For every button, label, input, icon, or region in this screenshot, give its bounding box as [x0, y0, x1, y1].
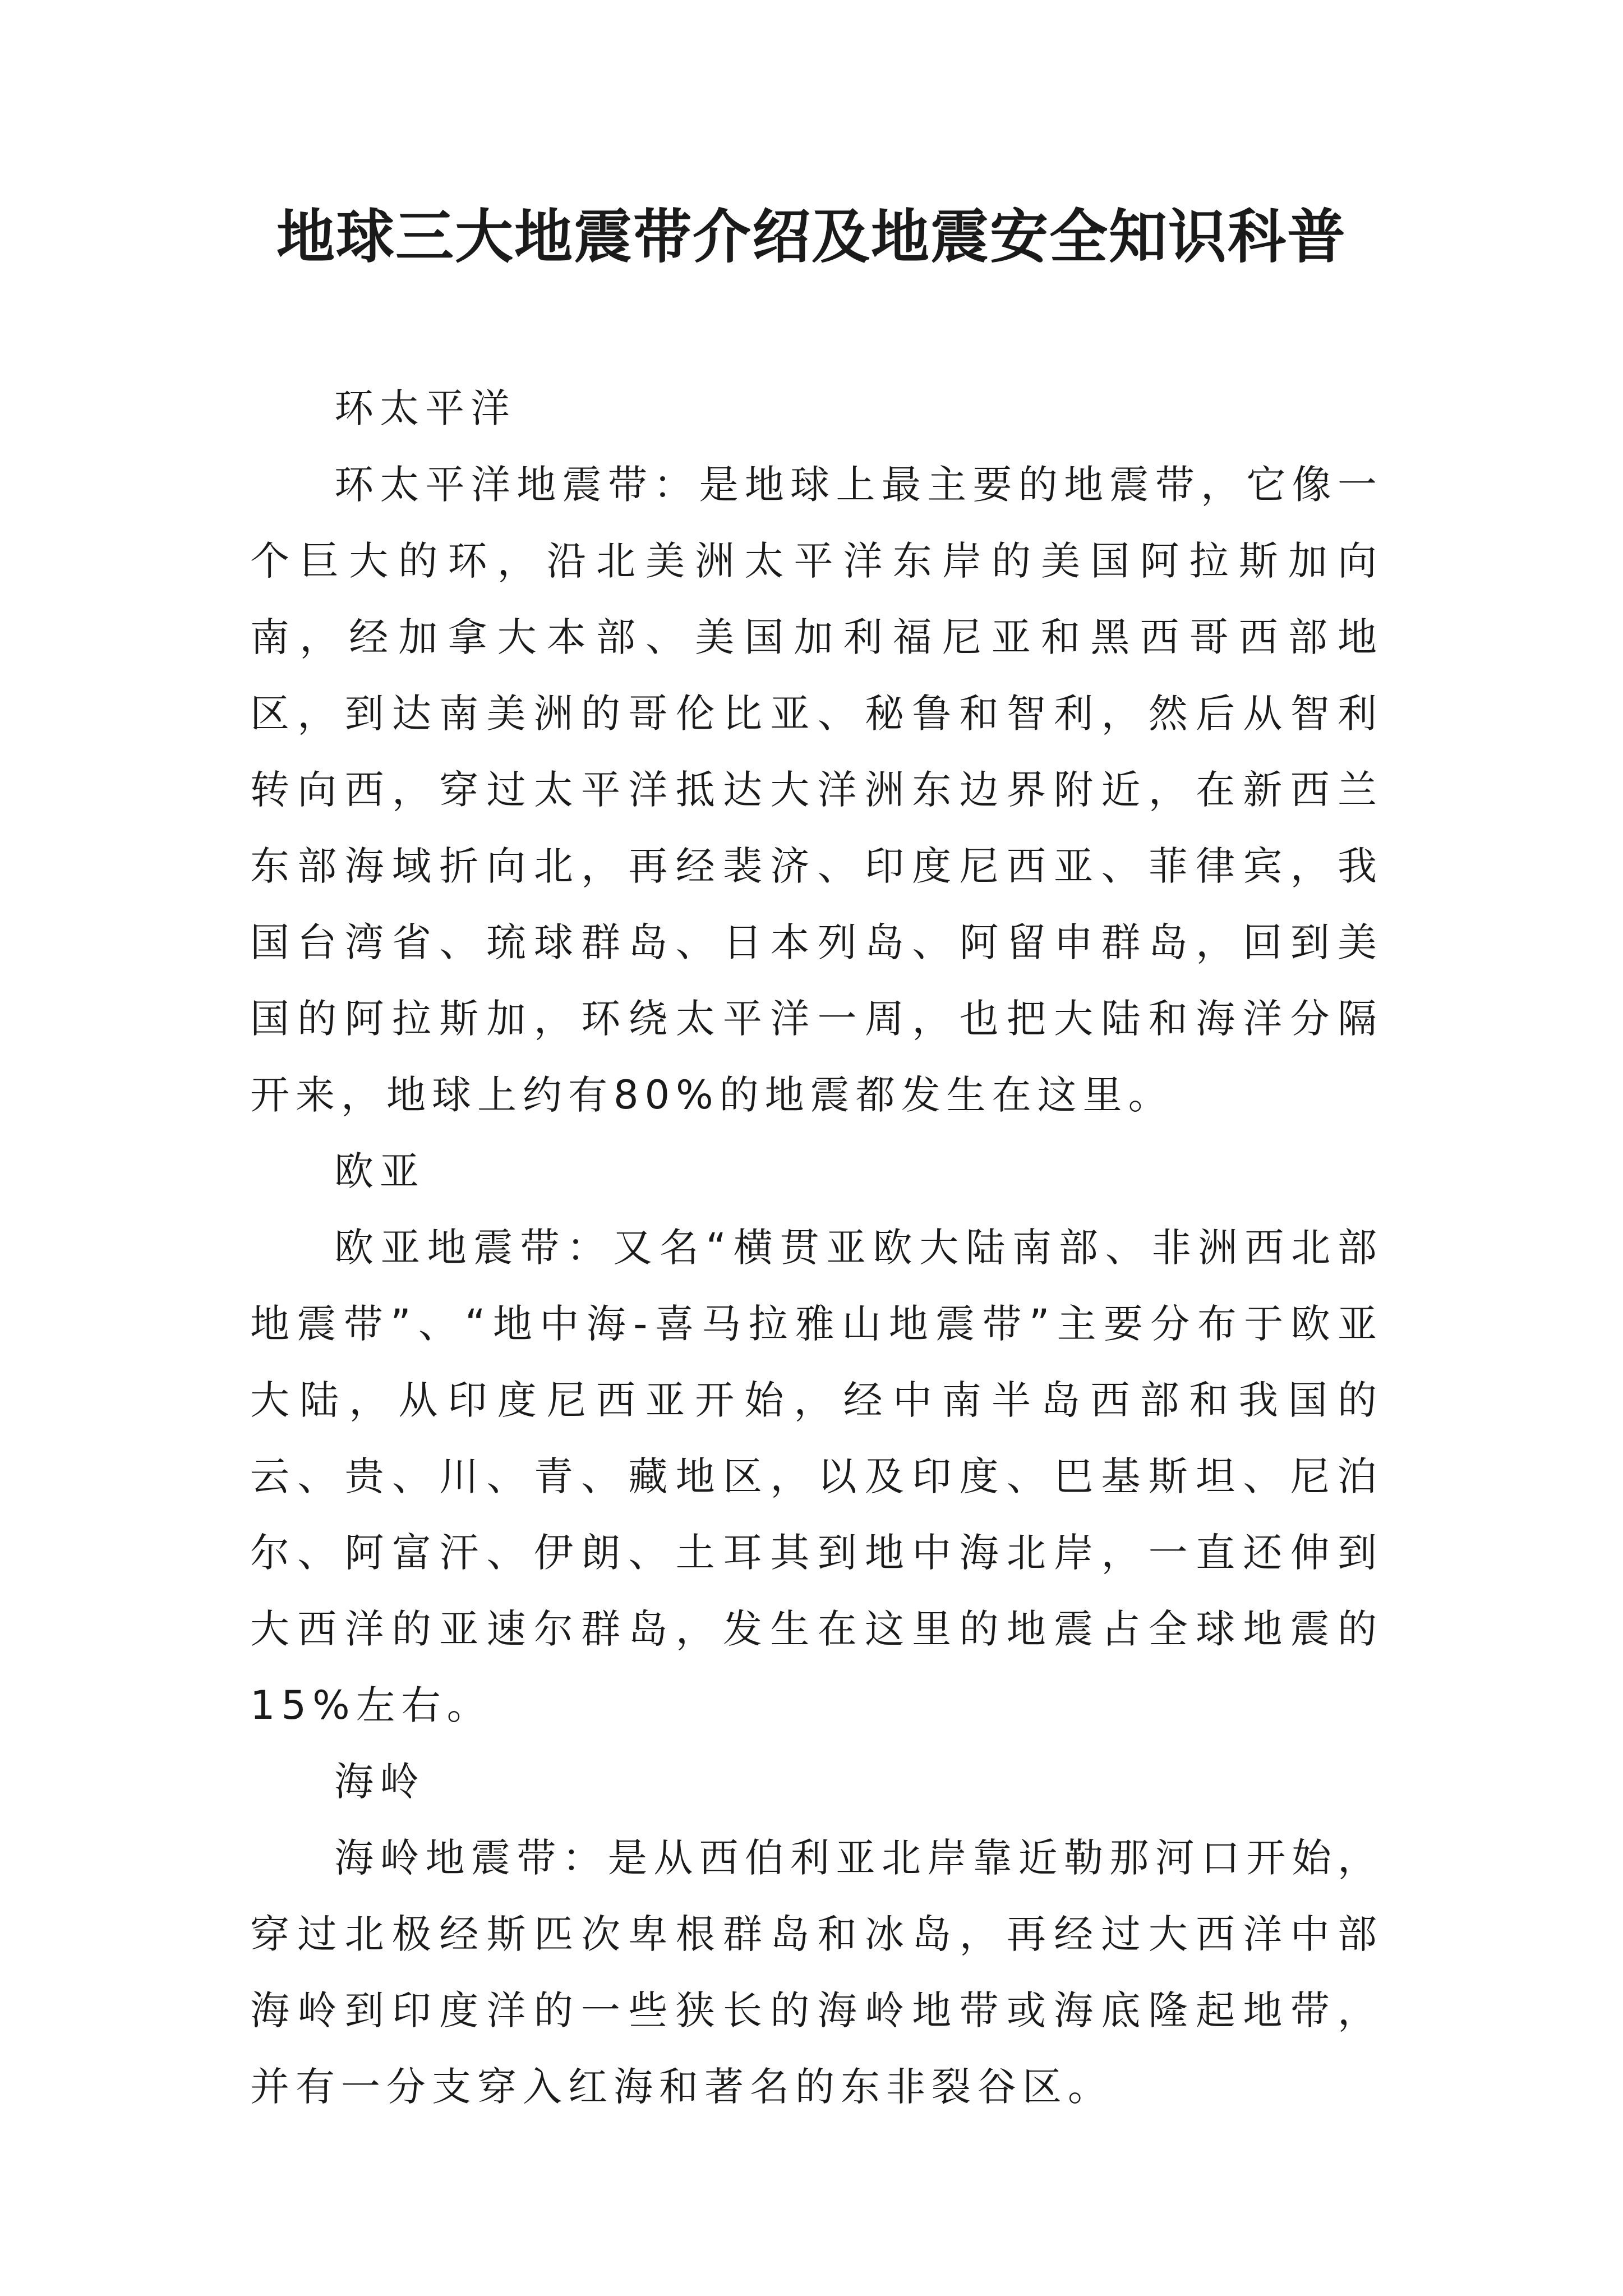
section-paragraph: 海岭地震带：是从西伯利亚北岸靠近勒那河口开始，穿过北极经斯匹次卑根群岛和冰岛，再经过大西洋中部海岭到印度洋的一些狭长的海岭地带或海底隆起地带，并有一分支穿入红海和著名的东非裂谷区。	[250, 1835, 1383, 2110]
section-paragraph: 欧亚地震带：又名“横贯亚欧大陆南部、非洲西北部地震带”、“地中海-喜马拉雅山地震带”主要分布于欧亚大陆，从印度尼西亚开始，经中南半岛西部和我国的云、贵、川、青、藏地区，以及印度、巴基斯坦、尼泊尔、阿富汗、伊朗、土耳其到地中海北岸，一直还伸到大西洋的亚速尔群岛，发生在这里的地震占全球地震的15%左右。	[250, 1225, 1383, 1728]
section-heading: 欧亚	[334, 1148, 425, 1194]
document-body	[250, 370, 1383, 2125]
section-paragraph: 环太平洋地震带：是地球上最主要的地震带，它像一个巨大的环，沿北美洲太平洋东岸的美国阿拉斯加向南，经加拿大本部、美国加利福尼亚和黑西哥西部地区，到达南美洲的哥伦比亚、秘鲁和智利，然后从智利转向西，穿过太平洋抵达大洋洲东边界附近，在新西兰东部海域折向北，再经裴济、印度尼西亚、菲律宾，我国台湾省、琉球群岛、日本列岛、阿留申群岛，回到美国的阿拉斯加，环绕太平洋一周，也把大陆和海洋分隔开来，地球上约有80%的地震都发生在这里。	[250, 462, 1383, 1118]
section-eurasia	[250, 1133, 1383, 1743]
document-title: 地球三大地震带介绍及地震安全知识科普	[276, 202, 1347, 271]
section-heading: 海岭	[334, 1759, 425, 1805]
section-pacific	[250, 370, 1383, 1133]
section-ocean-ridge	[250, 1743, 1383, 2125]
section-heading: 环太平洋	[334, 385, 516, 431]
